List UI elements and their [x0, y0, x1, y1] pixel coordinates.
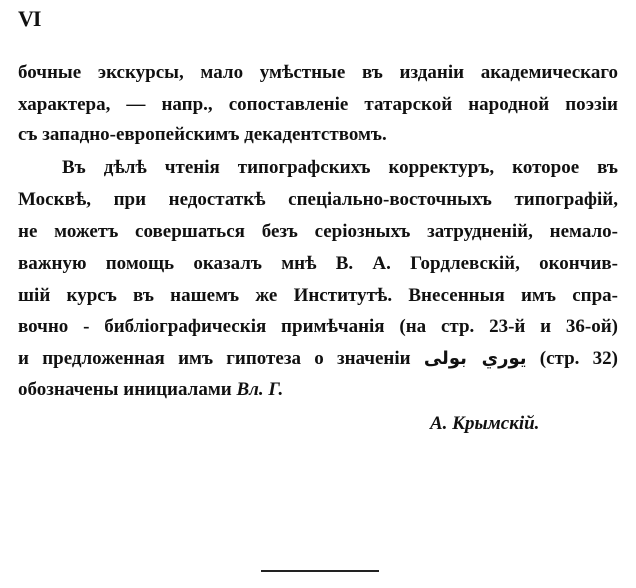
- paragraph1-line1: бочные экскурсы, мало умѣстные въ изданіи академическаго: [18, 62, 618, 83]
- paragraph1-line3: съ западно-европейскимъ декадентствомъ.: [18, 124, 387, 145]
- paragraph2-line6: вочно - библіографическія примѣчанія (на стр. 23-й и 36-ой): [18, 316, 618, 337]
- paragraph2-line8: [18, 379, 618, 401]
- author-signature: А. Крымскій.: [430, 413, 540, 434]
- page-number: VI: [18, 6, 41, 31]
- paragraph2-line2: Москвѣ, при недостаткѣ спеціально-восточныхъ типографій,: [18, 189, 618, 210]
- paragraph2-line5: шій курсъ въ нашемъ же Институтѣ. Внесенныя имъ спра-: [18, 285, 618, 306]
- bottom-rule: [261, 570, 379, 572]
- arabic-word: يوري بولى: [423, 348, 527, 369]
- initials: Вл. Г.: [236, 379, 284, 400]
- paragraph2-line1: Въ дѣлѣ чтенія типографскихъ корректуръ, которое въ: [62, 157, 618, 178]
- paragraph1-line2: характера, — напр., сопоставленіе татарской народной поэзіи: [18, 94, 618, 115]
- line7-text-before: и предложенная имъ гипотеза о значеніи: [18, 348, 411, 369]
- paragraph2-line7: [18, 348, 618, 370]
- line7-text-after: (стр. 32): [539, 348, 618, 369]
- paragraph2-line3: не можетъ совершаться безъ серіозныхъ затрудненій, немало-: [18, 221, 618, 242]
- line8-text: обозначены инициалами: [18, 379, 232, 400]
- paragraph2-line4: важную помощь оказалъ мнѣ В. А. Гордлевскій, окончив-: [18, 253, 618, 274]
